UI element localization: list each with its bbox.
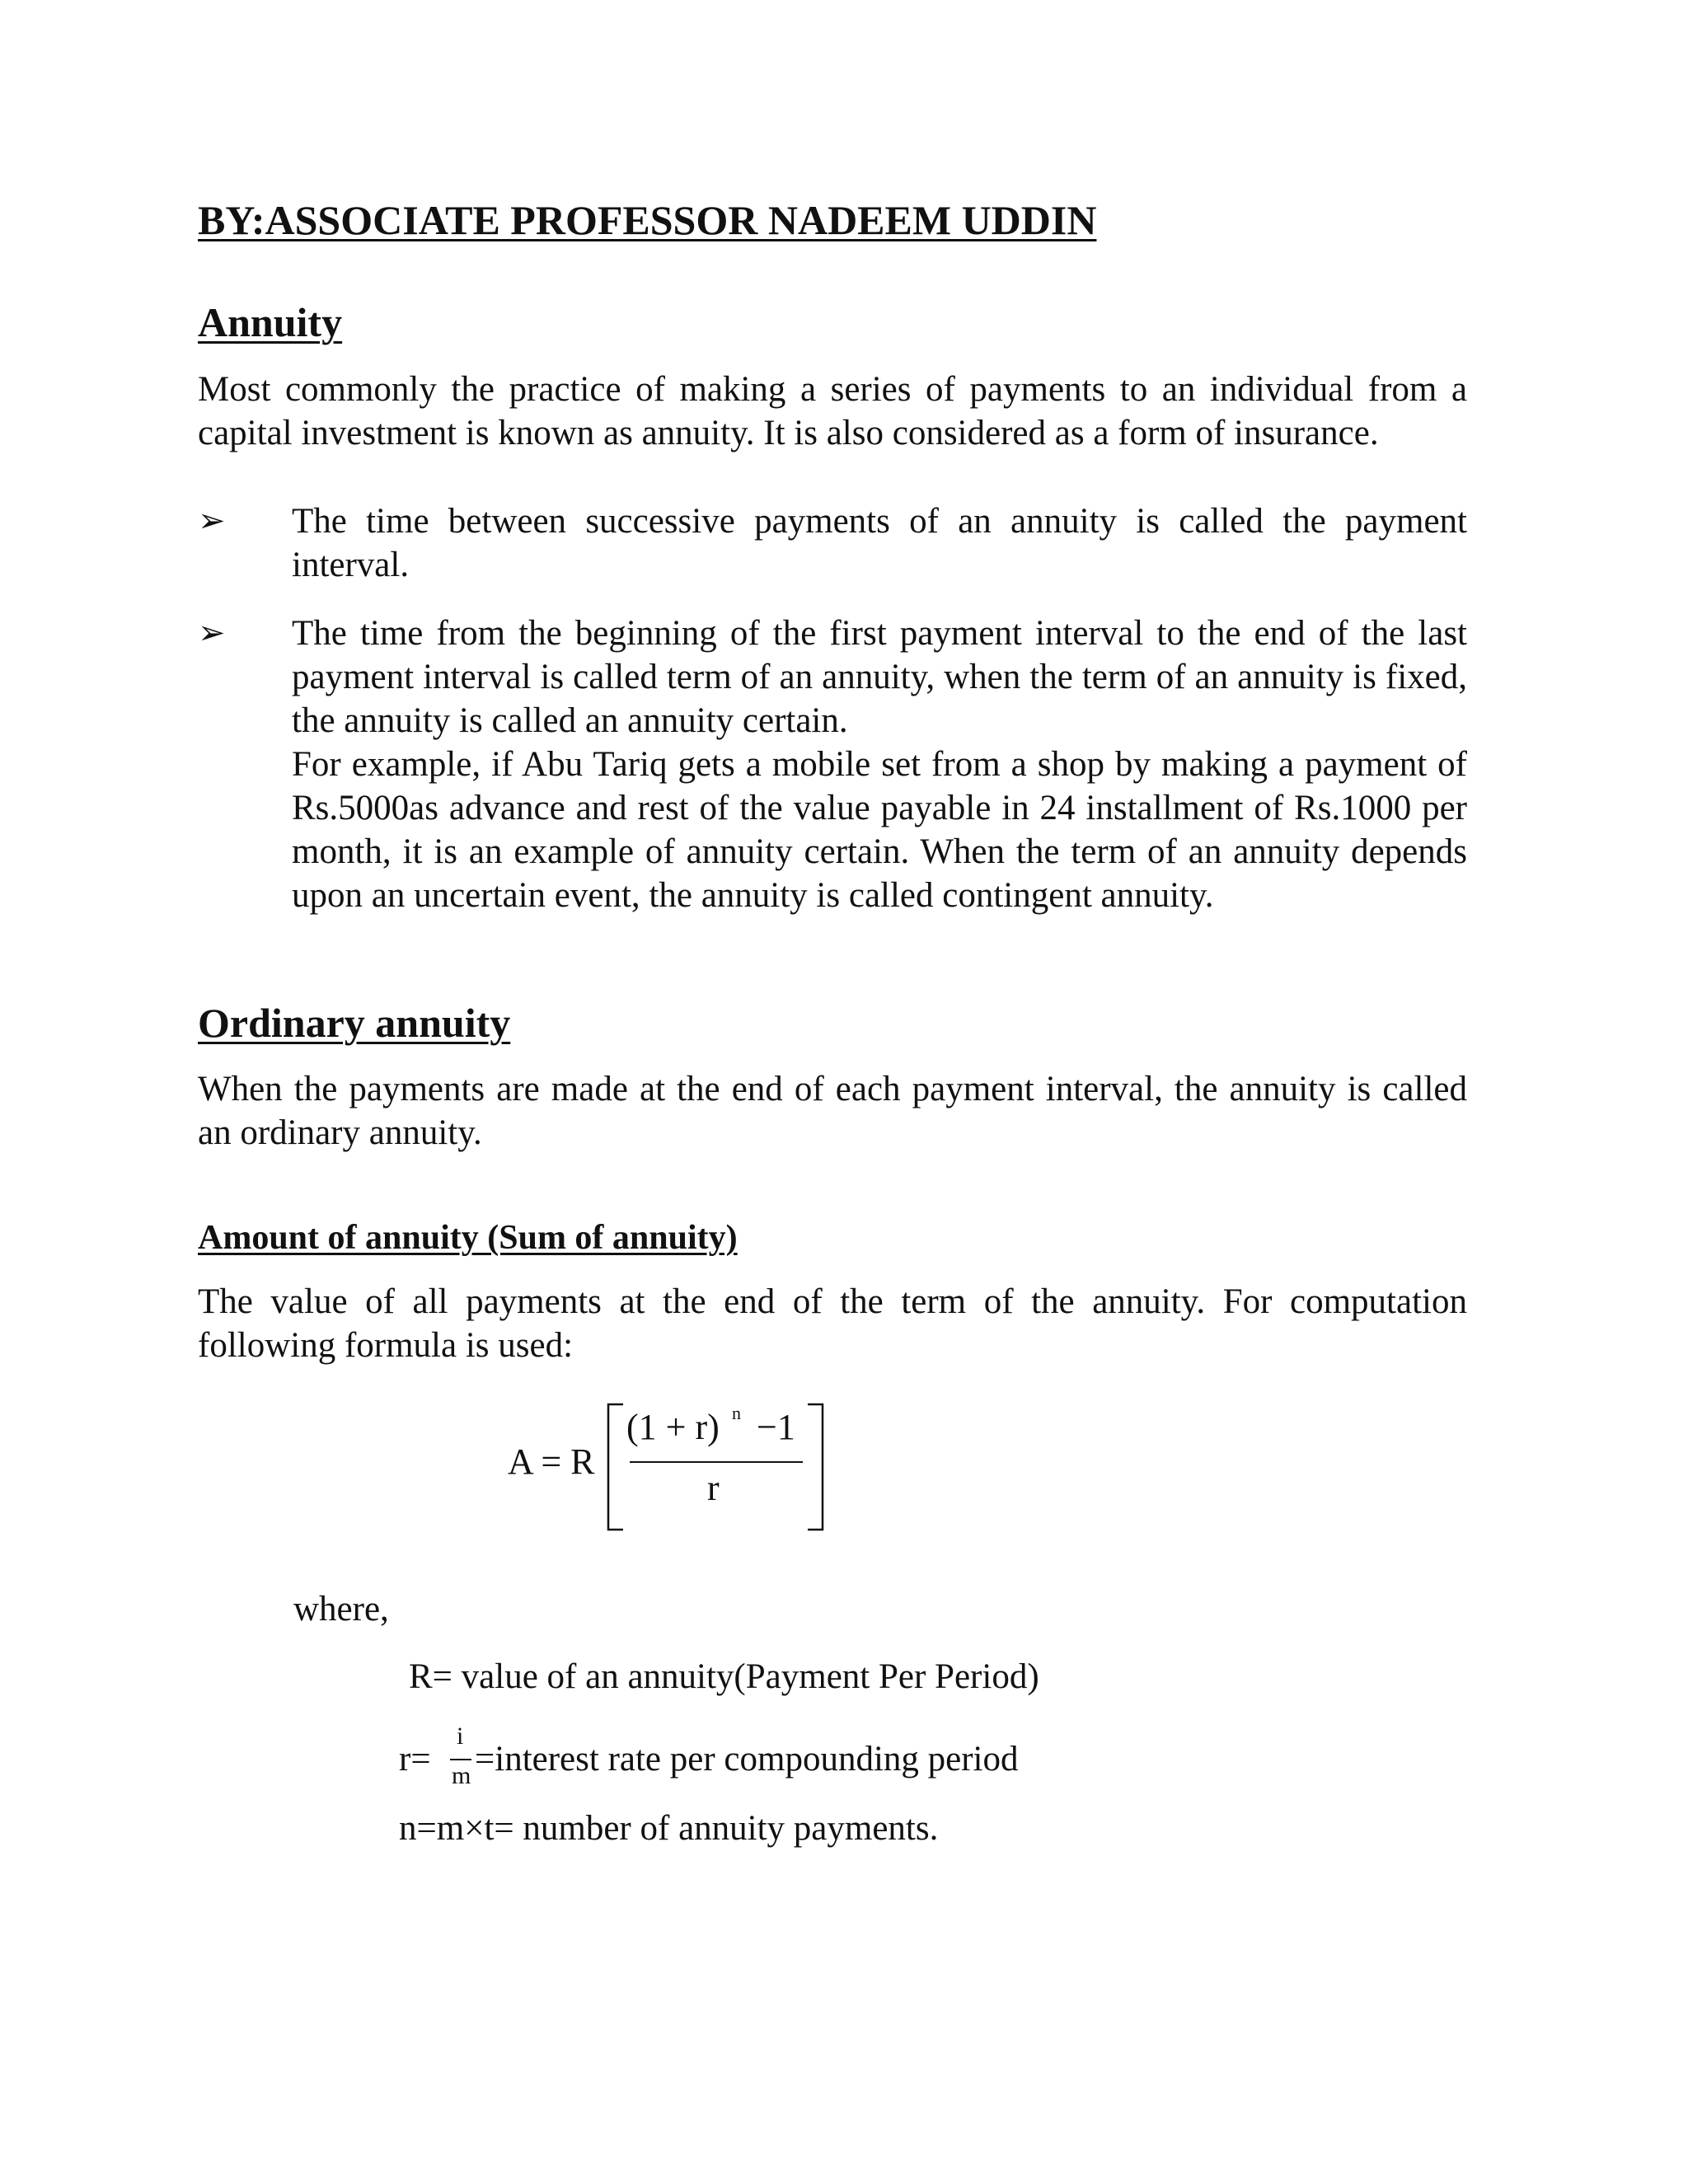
definition-r <box>399 1722 1141 1802</box>
bullet-payment-interval: The time between successive payments of an annuity is called the payment interval. <box>292 502 1467 584</box>
left-bracket-icon <box>602 1401 626 1533</box>
annuity-formula <box>495 1401 841 1533</box>
formula-denominator: r <box>707 1468 720 1508</box>
amount-of-annuity-heading: Amount of annuity (Sum of annuity) <box>198 1219 738 1257</box>
bullet-term-of-annuity: The time from the beginning of the first payment interval to the end of the last payment interval is called term of an annuity, when the term of an annuity is fixed, the annuity is called an annuity certain. <box>292 614 1467 740</box>
annuity-intro: Most commonly the practice of making a series of payments to an individual from a capital investment is known as annuity. It is also considered as a form of insurance. <box>198 370 1467 452</box>
fraction-bar <box>630 1461 803 1463</box>
definition-r-denominator: m <box>452 1762 471 1789</box>
formula-numerator-tail: −1 <box>757 1407 795 1447</box>
definition-n: n=m×t= number of annuity payments. <box>399 1809 939 1848</box>
formula-lhs: A = R <box>508 1441 595 1482</box>
author-heading: BY:ASSOCIATE PROFESSOR NADEEM UDDIN <box>198 197 1097 243</box>
right-bracket-icon <box>804 1401 829 1533</box>
definition-r-prefix: r= <box>399 1740 431 1779</box>
bullet-arrow-icon: ➢ <box>198 614 226 652</box>
formula-exponent: n <box>732 1403 741 1423</box>
definition-r-fraction-bar <box>450 1759 471 1760</box>
annuity-example: For example, if Abu Tariq gets a mobile set from a shop by making a payment of Rs.5000as advance and rest of the value payable in 24 installment of Rs.1000 per month, it is an example of annuity certain. When the term of an annuity depends upon an uncertain event, the annuity is called contingent annuity. <box>292 745 1467 915</box>
ordinary-annuity-heading: Ordinary annuity <box>198 1000 511 1046</box>
annuity-heading: Annuity <box>198 299 343 345</box>
definition-R: R= value of an annuity(Payment Per Period) <box>409 1657 1039 1696</box>
ordinary-annuity-text: When the payments are made at the end of each payment interval, the annuity is called an ordinary annuity. <box>198 1070 1467 1152</box>
amount-of-annuity-text: The value of all payments at the end of the term of the annuity. For computation following formula is used: <box>198 1282 1467 1365</box>
formula-numerator-base: (1 + r) <box>626 1407 720 1447</box>
definition-r-numerator: i <box>457 1722 464 1750</box>
definition-r-suffix: =interest rate per compounding period <box>475 1740 1019 1779</box>
where-label: where, <box>293 1590 389 1629</box>
bullet-arrow-icon: ➢ <box>198 502 226 540</box>
